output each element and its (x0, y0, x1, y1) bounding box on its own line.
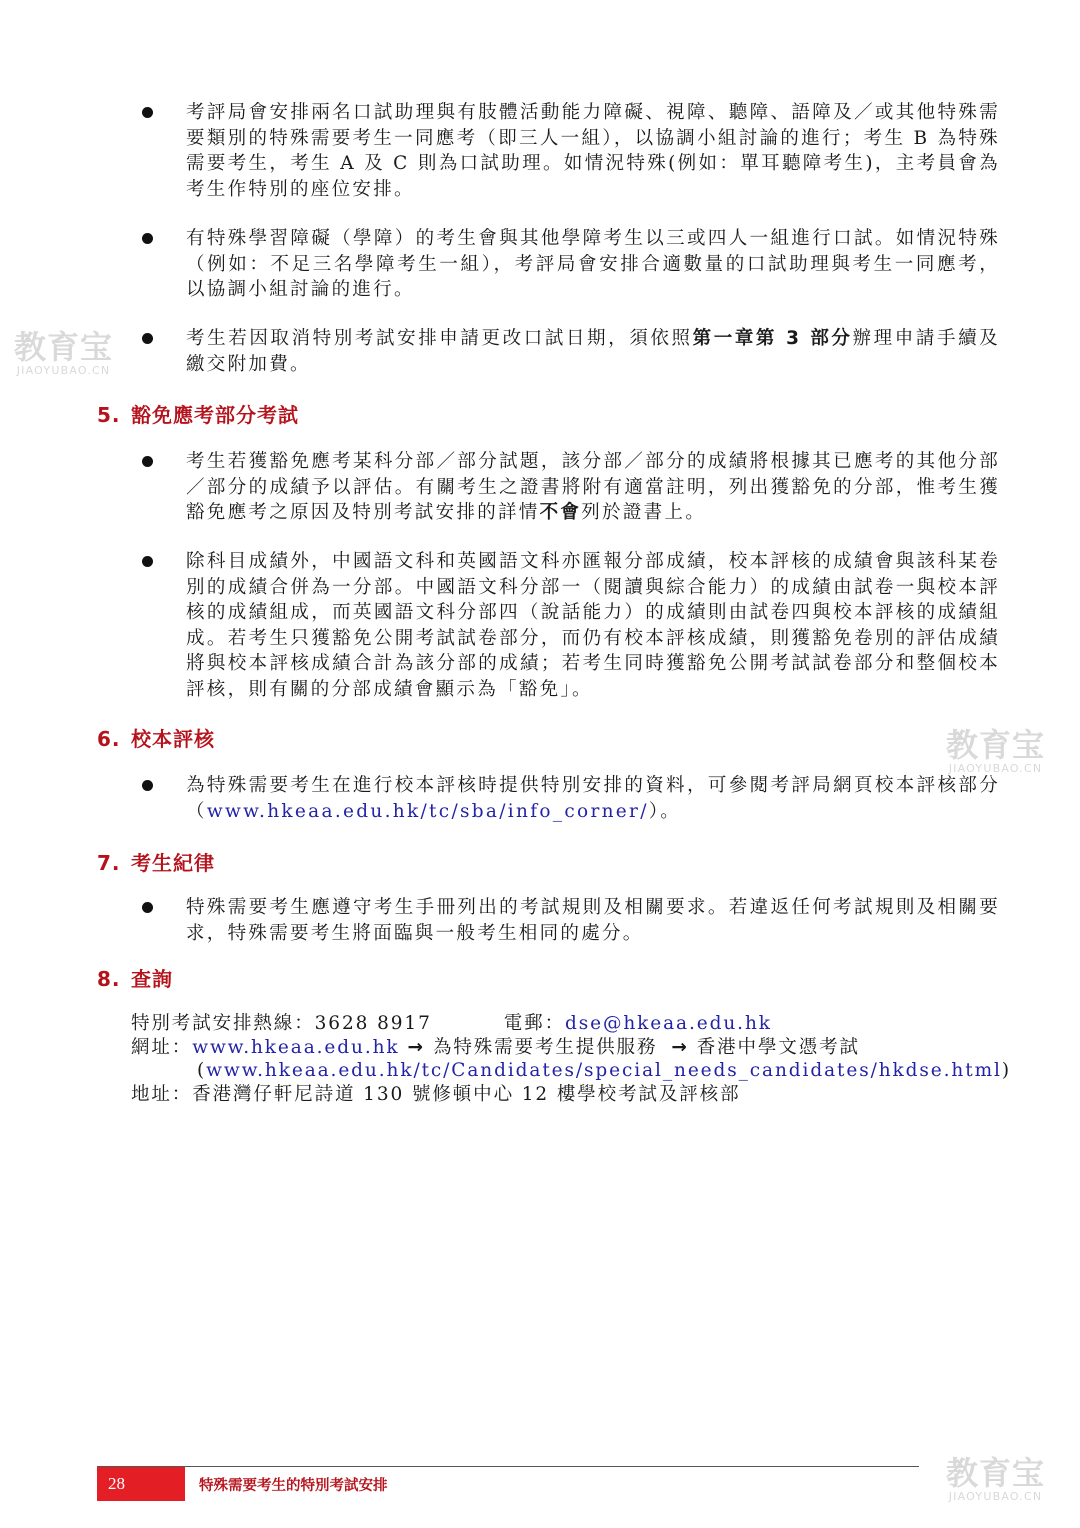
bullet-icon (142, 556, 153, 567)
list-item (140, 773, 1000, 824)
section-heading: 8. 查詢 (97, 967, 173, 991)
hotline-row: 特別考試安排熱線：3628 8917 電郵：dse@hkeaa.edu.hk (131, 1013, 772, 1034)
contact-block (131, 1012, 1011, 1106)
bullet-icon (142, 107, 153, 118)
bold-reference: 第一章第 3 部分 (692, 328, 853, 349)
list-item (140, 449, 1000, 526)
address-row: 地址：香港灣仔軒尼詩道 130 號修頓中心 12 樓學校考試及評核部 (131, 1083, 741, 1105)
section-heading: 7. 考生紀律 (97, 851, 215, 875)
website-row: 網址：www.hkeaa.edu.hk → 為特殊需要考生提供服務 → 香港中學文憑考試 (131, 1036, 860, 1058)
bullet-icon (142, 333, 153, 344)
watermark-logo: 教育宝 JIAOYUBAO.CN (14, 328, 114, 377)
hotline-number: 3628 8917 (314, 1013, 432, 1034)
bullet-icon (142, 780, 153, 791)
bullet-icon (142, 902, 153, 913)
section-heading: 5. 豁免應考部分考試 (97, 403, 299, 427)
section-heading: 6. 校本評核 (97, 727, 215, 751)
address-text: 香港灣仔軒尼詩道 130 號修頓中心 12 樓學校考試及評核部 (192, 1083, 741, 1105)
website-link[interactable]: www.hkeaa.edu.hk (192, 1036, 400, 1058)
bullet-icon (142, 456, 153, 467)
bullet-text: 考生若因取消特別考試安排申請更改口試日期，須依照第一章第 3 部分辦理申請手續及繳交附加費。 (186, 328, 1000, 375)
arrow-right-icon: → (671, 1036, 689, 1058)
footer-title: 特殊需要考生的特別考試安排 (199, 1478, 388, 1494)
page-number: 28 (97, 1467, 185, 1501)
bullet-text: 有特殊學習障礙（學障）的考生會與其他學障考生以三或四人一組進行口試。如情況特殊（例如：不足三名學障考生一組），考評局會安排合適數量的口試助理與考生一同應考，以協調小組討論的進行。 (186, 228, 1000, 300)
list-item (140, 549, 1000, 702)
bullet-text: 為特殊需要考生在進行校本評核時提供特別安排的資料，可參閱考評局網頁校本評核部分（www.hkeaa.edu.hk/tc/sba/info_corner/）。 (186, 775, 1000, 822)
list-item (140, 326, 1000, 377)
bullet-text: 考評局會安排兩名口試助理與有肢體活動能力障礙、視障、聽障、語障及／或其他特殊需要類別的特殊需要考生一同應考（即三人一組），以協調小組討論的進行；考生 B 為特殊需要考生，考生 A 及 C 則為口試助理。如情況特殊(例如：單耳聽障考生)，主考員會為考生作特別的座位安排。 (186, 102, 1000, 200)
bullet-icon (142, 233, 153, 244)
watermark-logo: 教育宝 JIAOYUBAO.CN (946, 1454, 1046, 1503)
bold-emphasis: 不會 (539, 502, 582, 523)
special-needs-link[interactable]: www.hkeaa.edu.hk/tc/Candidates/special_needs_candidates/hkdse.html (206, 1060, 1002, 1081)
bullet-text: 特殊需要考生應遵守考生手冊列出的考試規則及相關要求。若違返任何考試規則及相關要求，特殊需要考生將面臨與一般考生相同的處分。 (186, 897, 1000, 944)
list-item (140, 895, 1000, 946)
watermark-logo: 教育宝 JIAOYUBAO.CN (946, 726, 1046, 775)
footer-divider (97, 1466, 919, 1467)
bullet-text: 考生若獲豁免應考某科分部／部分試題，該分部／部分的成績將根據其已應考的其他分部／部分的成績予以評估。有關考生之證書將附有適當註明，列出獲豁免的分部，惟考生獲豁免應考之原因及特別考試安排的詳情不會列於證書上。 (186, 451, 1000, 523)
bullet-text: 除科目成績外，中國語文科和英國語文科亦匯報分部成績，校本評核的成績會與該科某卷別的成績合併為一分部。中國語文科分部一（閱讀與綜合能力）的成績由試卷一與校本評核的成績組成，而英國語文科分部四（說話能力）的成績則由試卷四與校本評核的成績組成。若考生只獲豁免公開考試試卷部分，而仍有校本評核成績，則獲豁免卷別的評估成績將與校本評核成績合計為該分部的成績；若考生同時獲豁免公開考試試卷部分和整個校本評核，則有關的分部成績會顯示為「豁免」。 (186, 551, 1000, 700)
sba-link[interactable]: www.hkeaa.edu.hk/tc/sba/info_corner/ (206, 800, 649, 822)
email-link[interactable]: dse@hkeaa.edu.hk (564, 1013, 772, 1034)
list-item (140, 226, 1000, 303)
list-item (140, 100, 1000, 202)
url-row: (www.hkeaa.edu.hk/tc/Candidates/special_needs_candidates/hkdse.html) (197, 1060, 1011, 1081)
arrow-right-icon: → (407, 1036, 425, 1058)
